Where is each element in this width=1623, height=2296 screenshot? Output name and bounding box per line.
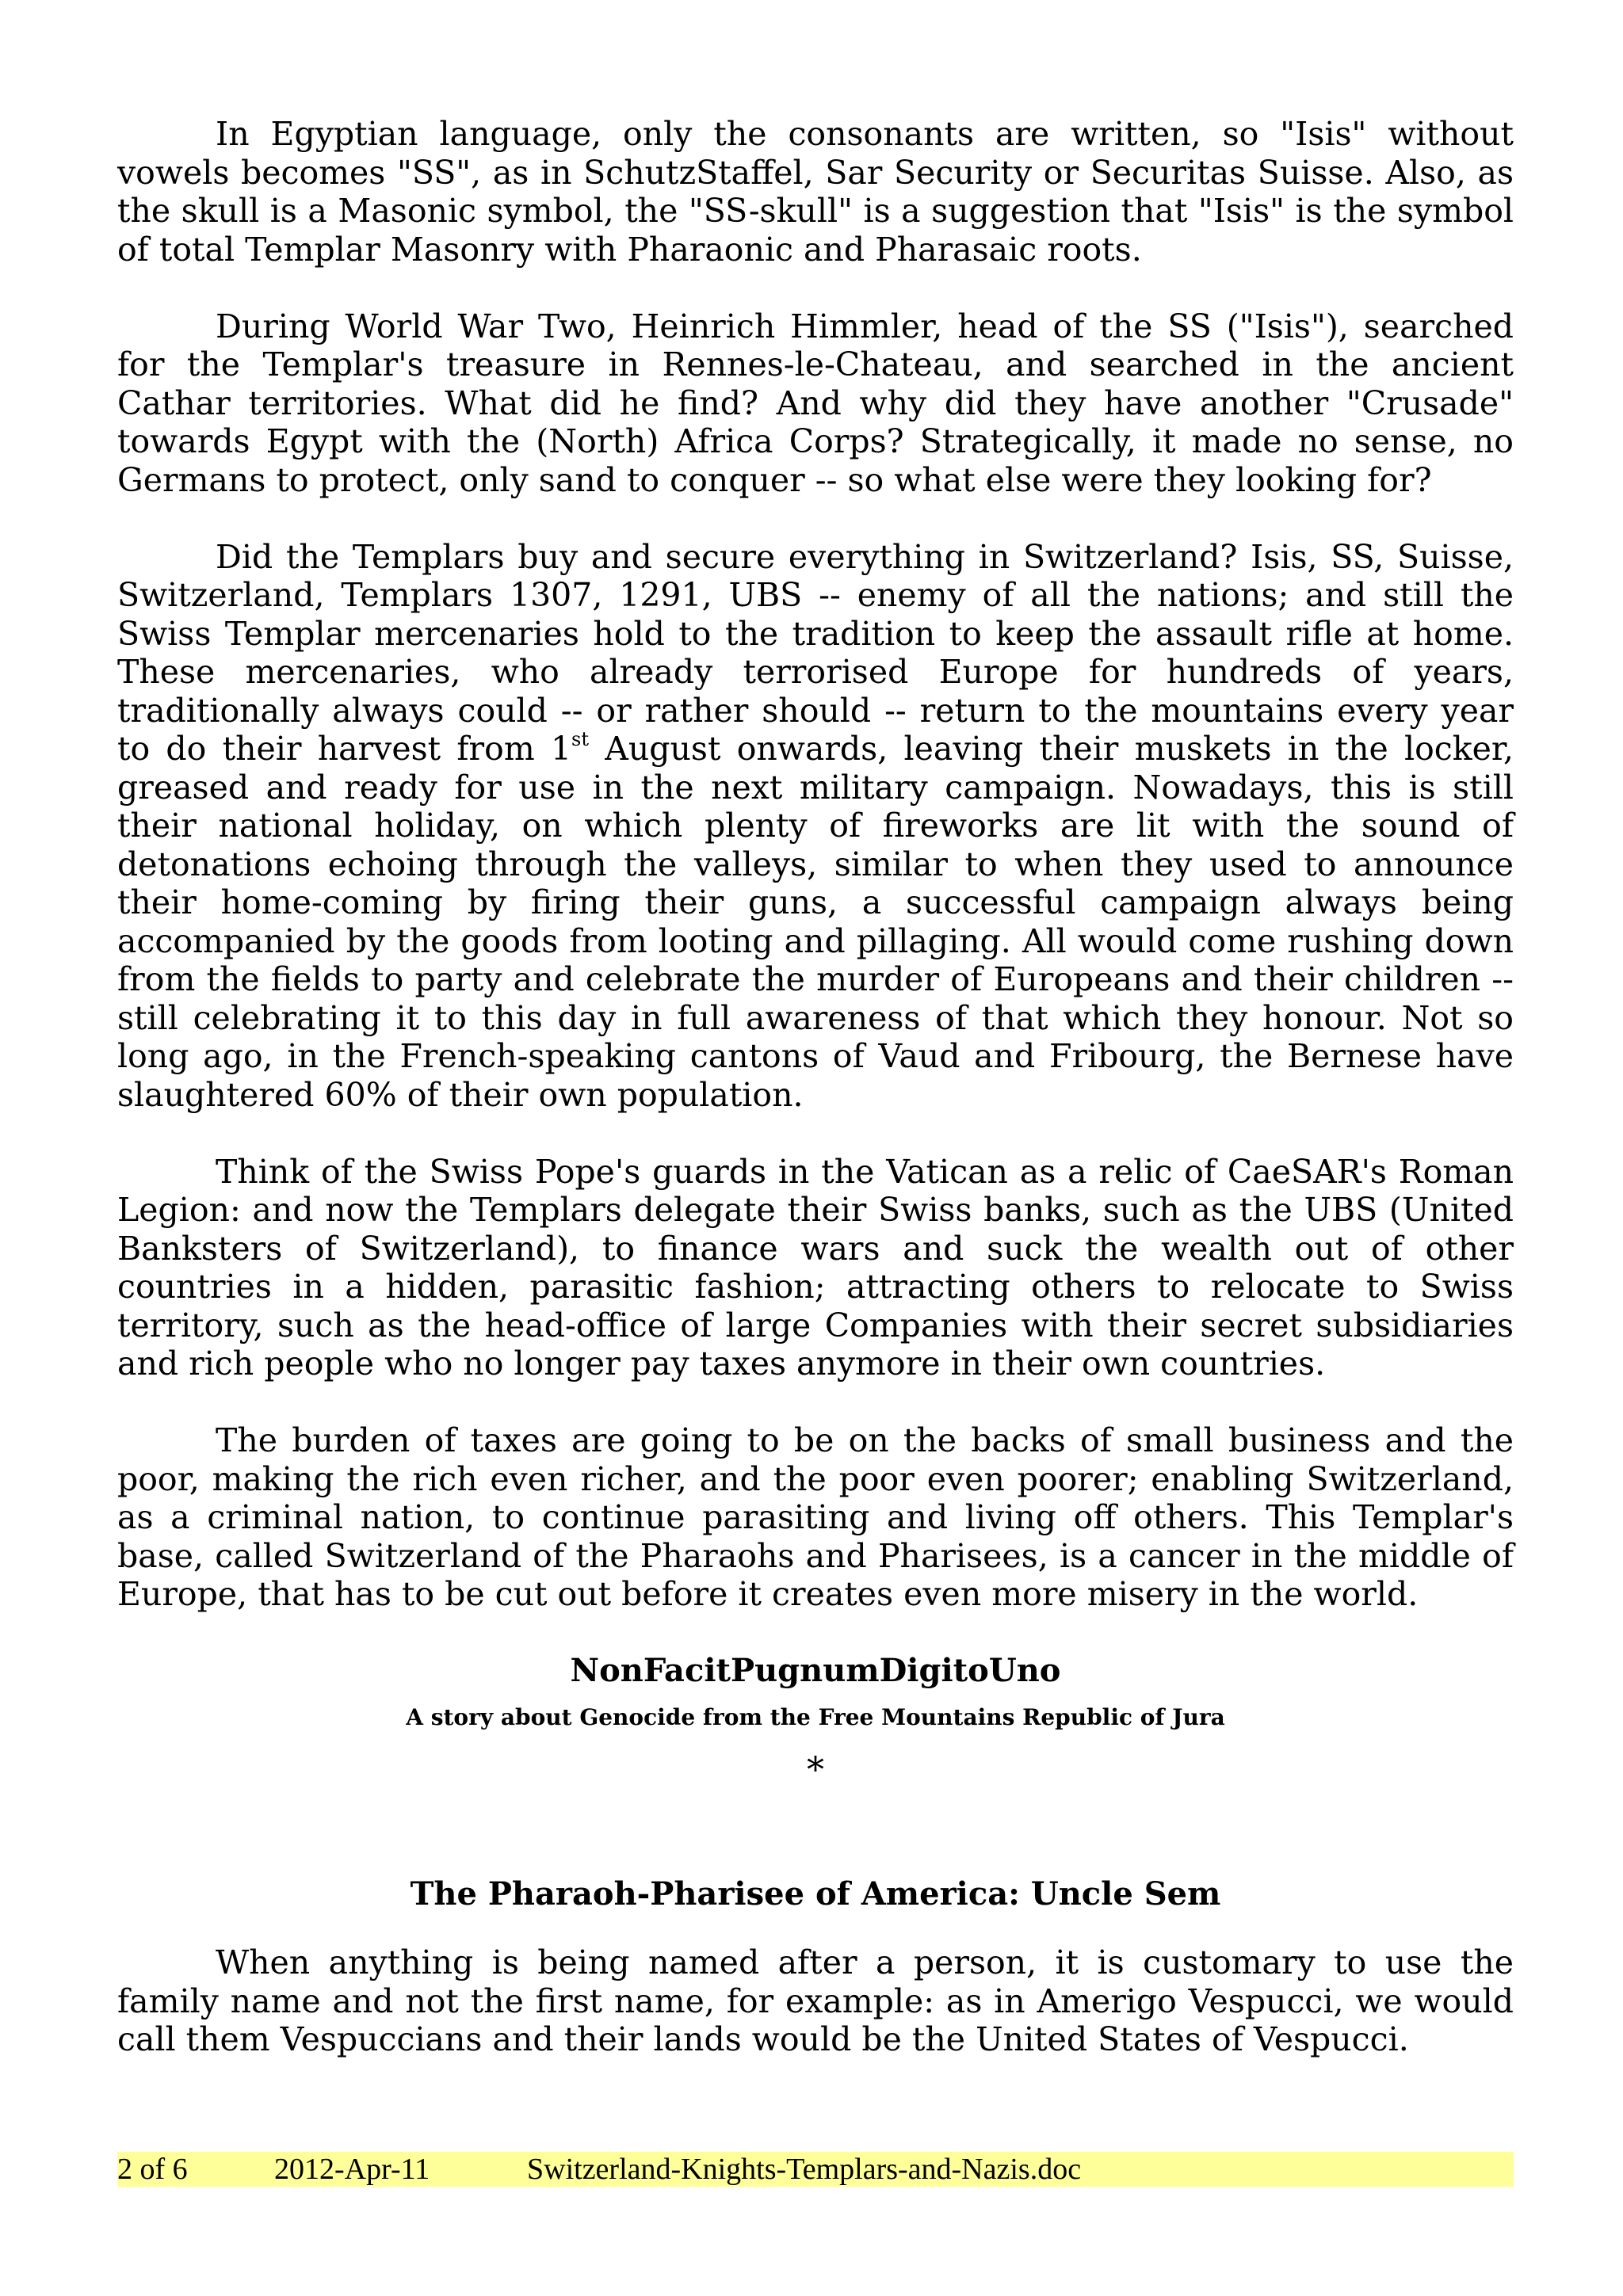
document-page [117, 115, 1514, 2097]
page-footer [117, 2152, 1514, 2187]
paragraph-text-part: Did the Templars buy and secure everything in Switzerland? Isis, SS, Suisse, Switzerland, Templars 1307, 1291, UBS -- enemy of all the nations; and still the Swiss Templar mercenaries hold to the tradition to keep the assault rifle at home. These mercenaries, who already terrorised Europe for hundreds of years, traditionally always could -- or rather should -- return to the mountains every year to do their harvest from 1 [117, 537, 1514, 768]
paragraph-text-part: August onwards, leaving their muskets in the locker, greased and ready for use in the next military campaign. Nowadays, this is still their national holiday, on which plenty of fireworks are lit with the sound of detonations echoing through the valleys, similar to when they used to announce their home-coming by firing their guns, a successful campaign always being accompanied by the goods from looting and pillaging. All would come rushing down from the fields to party and celebrate the murder of Europeans and their children -- still celebrating it to this day in full awareness of that which they honour. Not so long ago, in the French-speaking cantons of Vaud and Fribourg, the Bernese have slaughtered 60% of their own population. [117, 730, 1514, 1114]
paragraph-naming-custom: When anything is being named after a person, it is customary to use the family name and not the first name, for example: as in Amerigo Vespucci, we would call them Vespuccians and their lands would be the United States of Vespucci. [117, 1943, 1514, 2058]
footer-date: 2012-Apr-11 [274, 2153, 430, 2186]
section-title: The Pharaoh-Pharisee of America: Uncle Sem [410, 1875, 1221, 1913]
footer-filename: Switzerland-Knights-Templars-and-Nazis.doc [527, 2153, 1082, 2186]
signature-subtitle: A story about Genocide from the Free Mountains Republic of Jura [406, 1704, 1225, 1730]
signature-motto: NonFacitPugnumDigitoUno [570, 1652, 1061, 1689]
paragraph-himmler-search: During World War Two, Heinrich Himmler, head of the SS ("Isis"), searched for the Templar's treasure in Rennes-le-Chateau, and searched in the ancient Cathar territories. What did he find? And why did they have another "Crusade" towards Egypt with the (North) Africa Corps? Strategically, it made no sense, no Germans to protect, only sand to conquer -- so what else were they looking for? [117, 307, 1514, 499]
footer-page-number: 2 of 6 [117, 2153, 188, 2186]
ordinal-suffix: st [571, 728, 590, 750]
paragraph-swiss-mercenaries [117, 538, 1514, 1115]
paragraph-tax-burden: The burden of taxes are going to be on the backs of small business and the poor, making the rich even richer, and the poor even poorer; enabling Switzerland, as a criminal nation, to continue parasiting and living off others. This Templar's base, called Switzerland of the Pharaohs and Pharisees, is a cancer in the middle of Europe, that has to be cut out before it creates even more misery in the world. [117, 1421, 1514, 1613]
paragraph-swiss-guards: Think of the Swiss Pope's guards in the Vatican as a relic of CaeSAR's Roman Legion: and now the Templars delegate their Swiss banks, such as the UBS (United Banksters of Switzerland), to finance wars and suck the wealth out of other countries in a hidden, parasitic fashion; attracting others to relocate to Swiss territory, such as the head-office of large Companies with their secret subsidiaries and rich people who no longer pay taxes anymore in their own countries. [117, 1152, 1514, 1383]
paragraph-isis-consonants: In Egyptian language, only the consonants are written, so "Isis" without vowels becomes "SS", as in SchutzStaffel, Sar Security or Securitas Suisse. Also, as the skull is a Masonic symbol, the "SS-skull" is a suggestion that "Isis" is the symbol of total Templar Masonry with Pharaonic and Pharasaic roots. [117, 115, 1514, 269]
section-separator: * [807, 1750, 824, 1791]
